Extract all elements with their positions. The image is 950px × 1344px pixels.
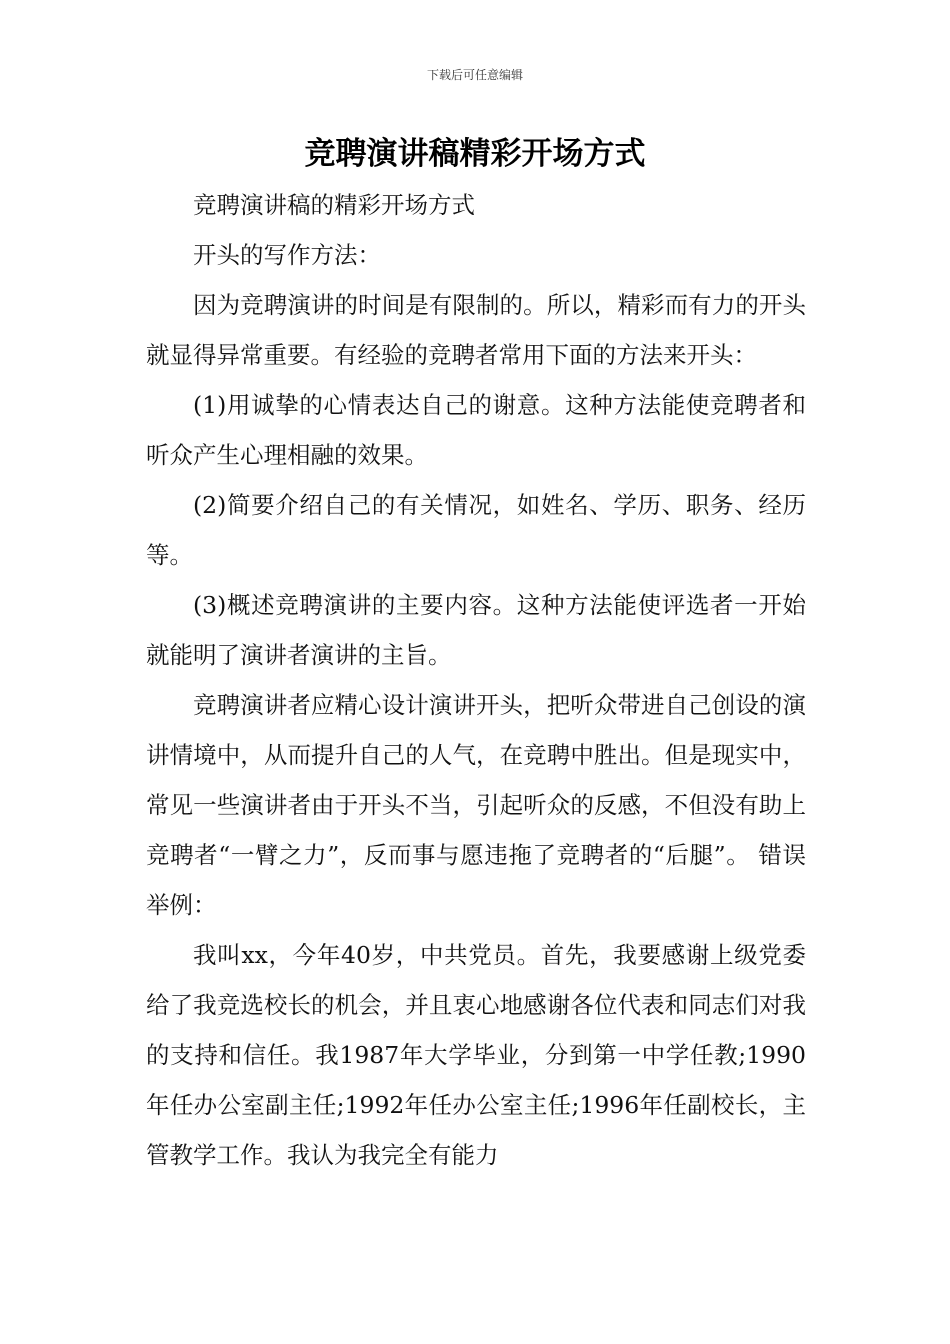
document-body — [146, 180, 806, 1180]
paragraph: (1)用诚挚的心情表达自己的谢意。这种方法能使竞聘者和听众产生心理相融的效果。 — [146, 391, 806, 469]
paragraph-subtitle: 竞聘演讲稿的精彩开场方式 — [193, 191, 475, 219]
paragraph: (3)概述竞聘演讲的主要内容。这种方法能使评选者一开始就能明了演讲者演讲的主旨。 — [146, 591, 806, 669]
paragraph-method-heading: 开头的写作方法： — [193, 241, 381, 269]
paragraph: 我叫xx，今年40岁，中共党员。首先，我要感谢上级党委给了我竞选校长的机会，并且衷心地感谢各位代表和同志们对我的支持和信任。我1987年大学毕业，分到第一中学任教;1990年任办公室副主任;1992年任办公室主任;1996年任副校长，主管教学工作。我认为我完全有能力 — [146, 941, 806, 1169]
page-header-note: 下载后可任意编辑 — [426, 68, 523, 82]
paragraph: 竞聘演讲者应精心设计演讲开头，把听众带进自己创设的演讲情境中，从而提升自己的人气，在竞聘中胜出。但是现实中，常见一些演讲者由于开头不当，引起听众的反感，不但没有助上竞聘者“一臂之力”，反而事与愿违拖了竞聘者的“后腿”。 错误举例： — [146, 691, 806, 919]
document-title: 竞聘演讲稿精彩开场方式 — [304, 136, 646, 172]
paragraph: (2)简要介绍自己的有关情况，如姓名、学历、职务、经历等。 — [146, 491, 806, 569]
paragraph: 因为竞聘演讲的时间是有限制的。所以，精彩而有力的开头就显得异常重要。有经验的竞聘者常用下面的方法来开头： — [146, 291, 806, 369]
